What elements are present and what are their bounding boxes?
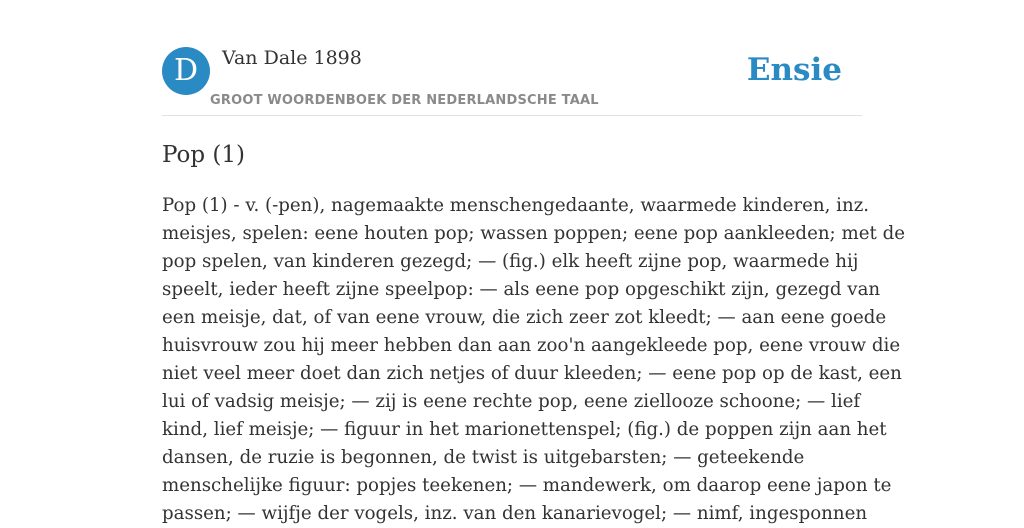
dictionary-avatar[interactable]: D <box>162 47 210 95</box>
entry-line: lui of vadsig meisje; — zij is eene rechte pop, eene ziellooze schoone; — lief <box>162 391 861 412</box>
entry-line: meisjes, spelen: eene houten pop; wassen poppen; eene pop aankleeden; met de <box>162 223 905 244</box>
brand-logo[interactable]: Ensie <box>746 52 842 88</box>
entry-line: huisvrouw zou hij meer hebben dan aan zoo'n aangekleede pop, eene vrouw die <box>162 335 901 356</box>
entry-line: Pop (1) - v. (-pen), nagemaakte menschengedaante, waarmede kinderen, inz. <box>162 195 870 216</box>
dictionary-title-link[interactable]: Van Dale 1898 <box>222 47 362 69</box>
header-divider <box>162 115 862 116</box>
entry-line: een meisje, dat, of van eene vrouw, die zich zeer zot kleedt; — aan eene goede <box>162 307 887 328</box>
entry-line: kind, lief meisje; — figuur in het marionettenspel; (fig.) de poppen zijn aan het <box>162 419 887 440</box>
entry-line: speelt, ieder heeft zijne speelpop: — als eene pop opgeschikt zijn, gezegd van <box>162 279 881 300</box>
dictionary-subtitle: GROOT WOORDENBOEK DER NEDERLANDSCHE TAAL <box>210 93 599 108</box>
site-header <box>162 46 862 116</box>
entry-title: Pop (1) <box>162 142 246 168</box>
entry-line: passen; — wijfje der vogels, inz. van den kanarievogel; — nimf, ingesponnen <box>162 503 868 524</box>
entry-line: dansen, de ruzie is begonnen, de twist is uitgebarsten; — geteekende <box>162 447 805 468</box>
entry-body <box>162 192 905 528</box>
entry-line: pop spelen, van kinderen gezegd; — (fig.) elk heeft zijne pop, waarmede hij <box>162 251 859 272</box>
entry-line: menschelijke figuur: popjes teekenen; — mandewerk, om daarop eene japon te <box>162 475 892 496</box>
entry-line: niet veel meer doet dan zich netjes of duur kleeden; — eene pop op de kast, een <box>162 363 902 384</box>
